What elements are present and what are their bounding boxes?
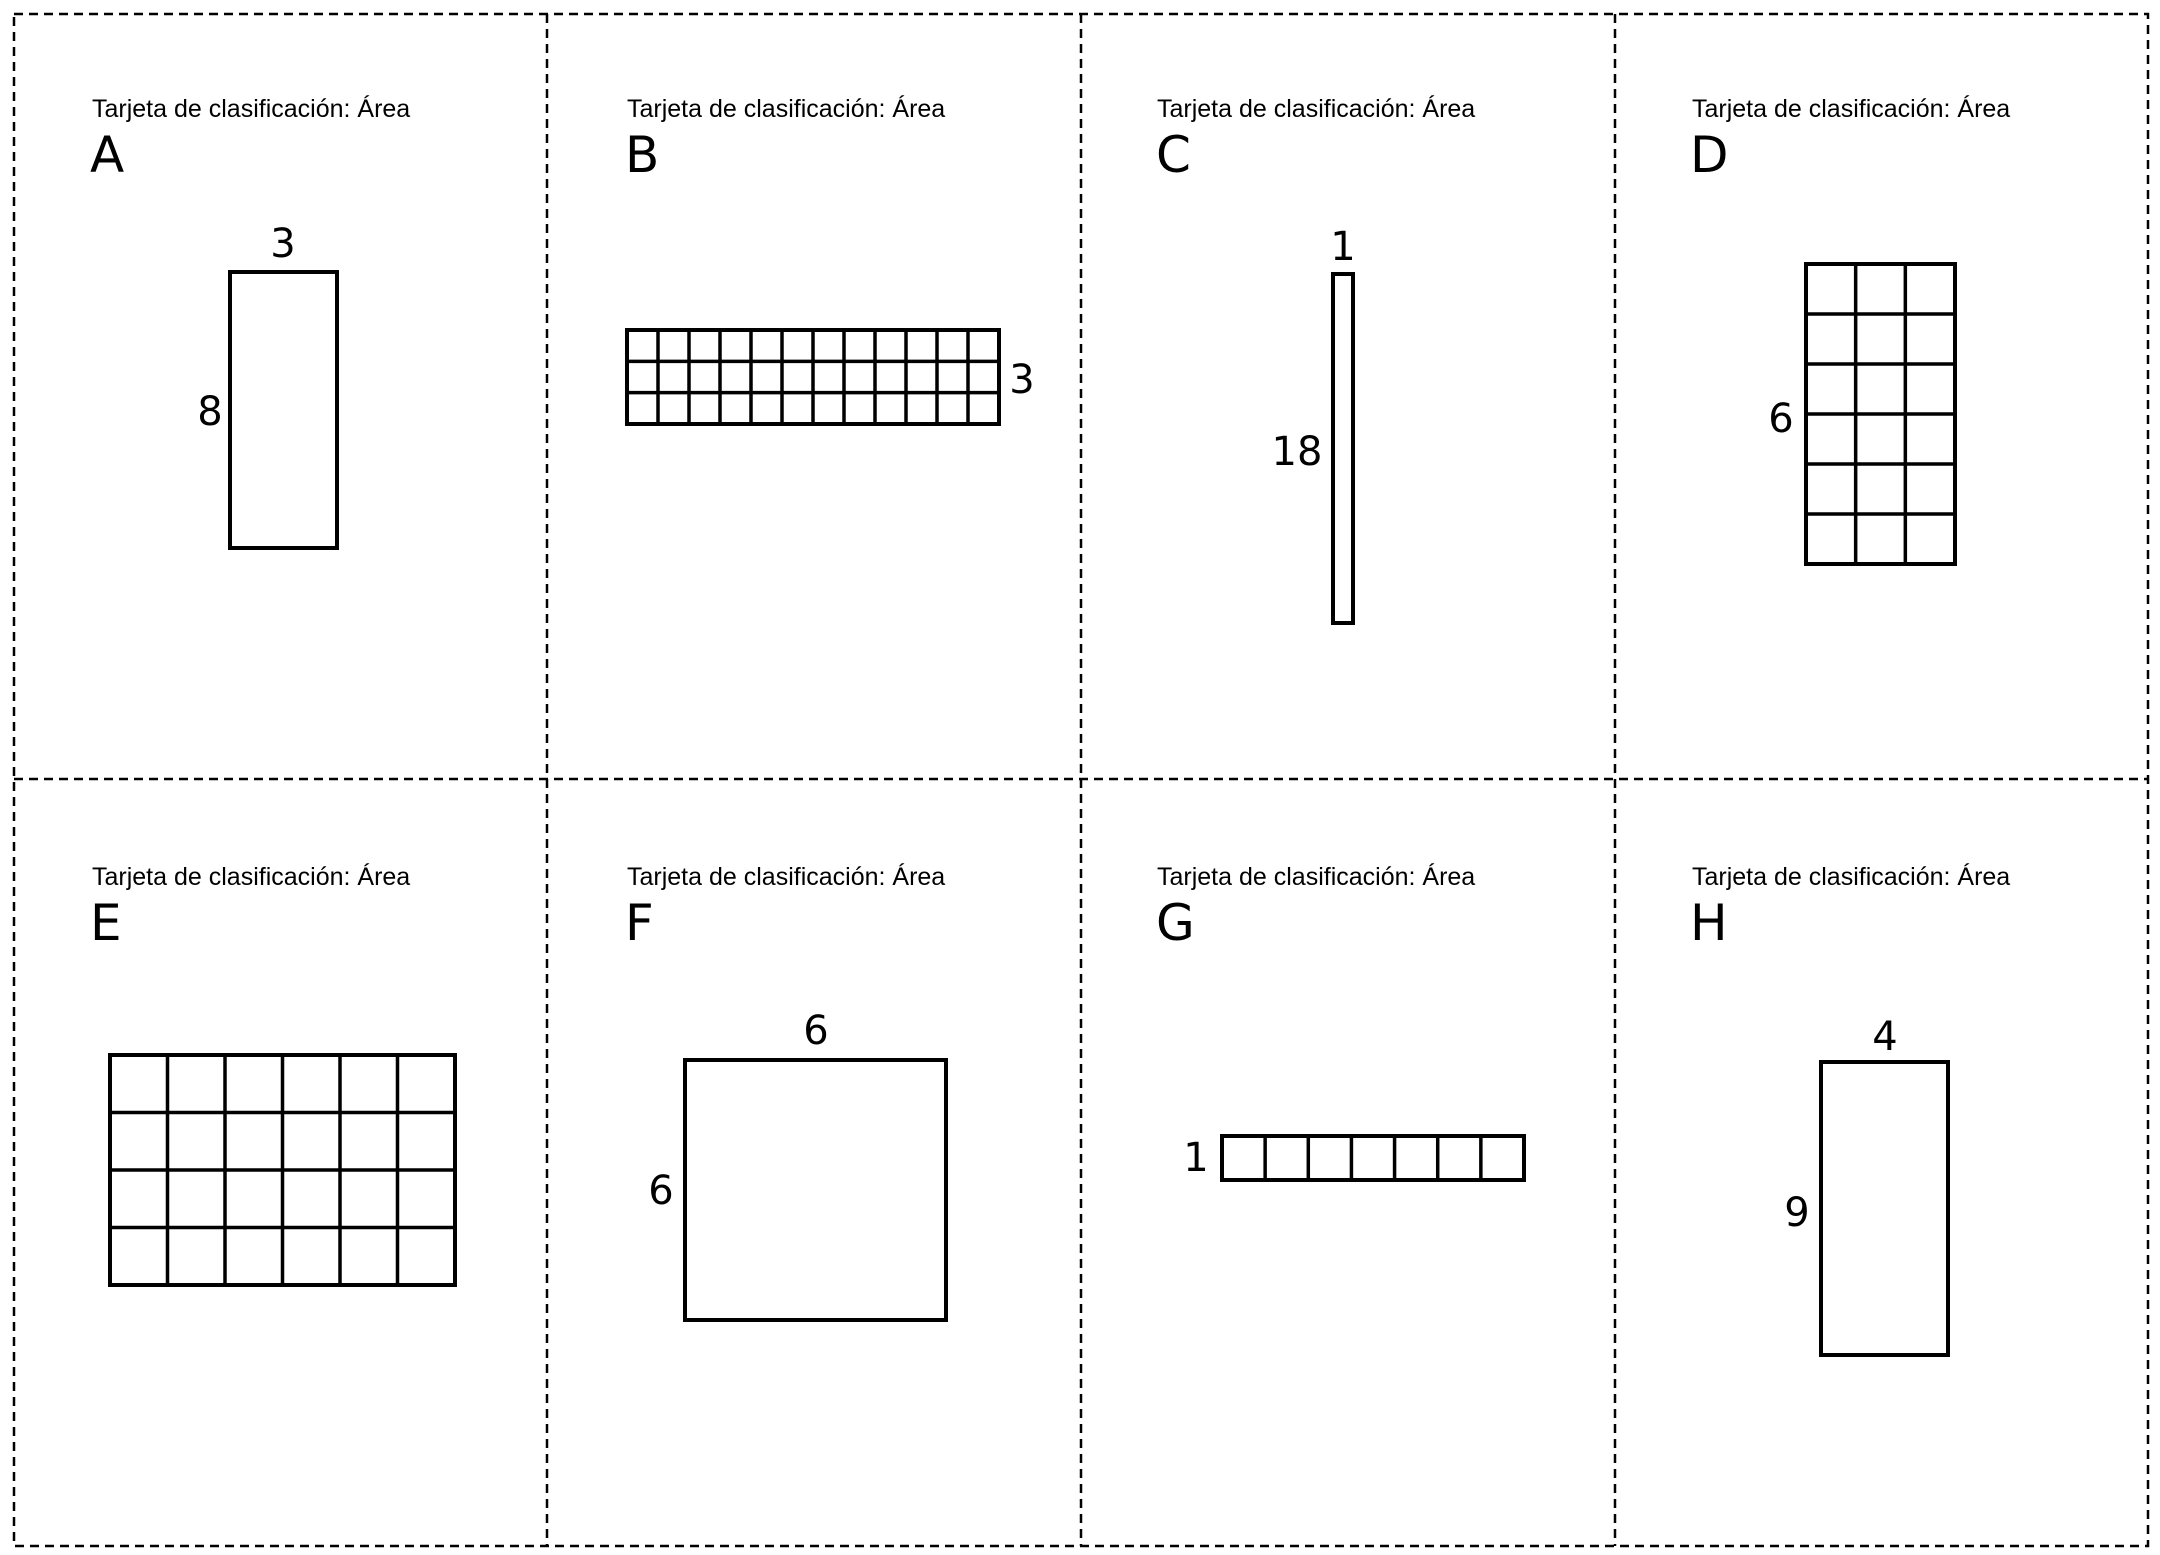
card-header: Tarjeta de clasificación: Área <box>1692 863 2011 891</box>
top-dimension-label: 3 <box>270 221 296 267</box>
unit-square-grid <box>1222 1136 1524 1180</box>
card-letter: A <box>90 126 125 184</box>
top-dimension-label: 4 <box>1872 1014 1898 1060</box>
card-d <box>1690 94 2010 564</box>
grid-outline <box>1222 1136 1524 1180</box>
side-dimension-label: 6 <box>1768 396 1794 442</box>
top-dimension-label: 1 <box>1330 224 1356 270</box>
top-dimension-label: 6 <box>803 1008 829 1054</box>
unit-square-grid <box>1806 264 1955 564</box>
right-dimension-label: 3 <box>1009 357 1035 403</box>
side-dimension-label: 1 <box>1183 1135 1209 1181</box>
card-a <box>90 94 410 548</box>
rectangle-shape <box>1821 1062 1948 1355</box>
rectangle-shape <box>1333 274 1353 623</box>
card-header: Tarjeta de clasificación: Área <box>1157 863 1476 891</box>
card-h <box>1690 862 2010 1355</box>
card-header: Tarjeta de clasificación: Área <box>1157 95 1476 123</box>
side-dimension-label: 6 <box>648 1168 674 1214</box>
card-letter: D <box>1690 126 1729 184</box>
rectangle-shape <box>230 272 337 548</box>
card-letter: B <box>625 126 660 184</box>
card-c <box>1156 94 1475 623</box>
card-b <box>625 94 1035 424</box>
card-letter: G <box>1156 894 1195 952</box>
card-header: Tarjeta de clasificación: Área <box>92 863 411 891</box>
card-letter: H <box>1690 894 1728 952</box>
unit-square-grid <box>627 330 999 424</box>
card-f <box>625 862 946 1320</box>
card-letter: C <box>1156 126 1191 184</box>
card-header: Tarjeta de clasificación: Área <box>627 863 946 891</box>
card-header: Tarjeta de clasificación: Área <box>627 95 946 123</box>
card-e <box>90 862 455 1285</box>
side-dimension-label: 9 <box>1784 1190 1810 1236</box>
card-header: Tarjeta de clasificación: Área <box>92 95 411 123</box>
side-dimension-label: 18 <box>1271 429 1323 475</box>
card-header: Tarjeta de clasificación: Área <box>1692 95 2011 123</box>
side-dimension-label: 8 <box>197 389 223 435</box>
card-g <box>1156 862 1524 1181</box>
card-letter: E <box>90 894 122 952</box>
unit-square-grid <box>110 1055 455 1285</box>
card-letter: F <box>625 894 654 952</box>
square-shape <box>685 1060 946 1320</box>
